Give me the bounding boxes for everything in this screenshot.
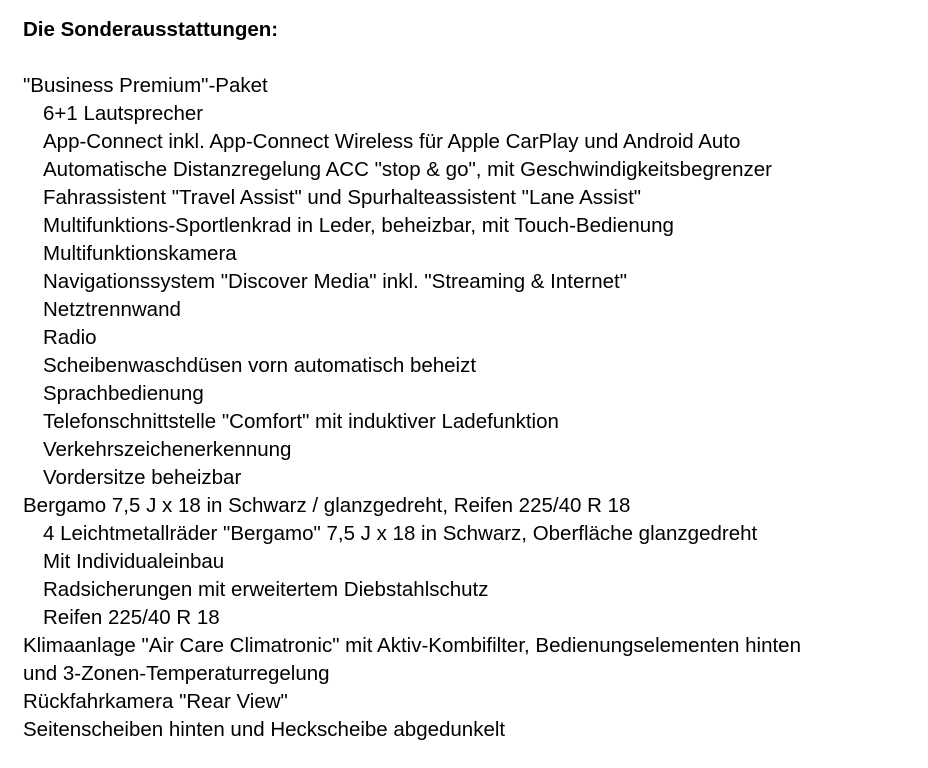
- page-title: Die Sonderausstattungen:: [23, 18, 279, 41]
- equipment-subitem: Reifen 225/40 R 18: [43, 606, 220, 629]
- equipment-subitem: Multifunktionskamera: [43, 242, 237, 265]
- equipment-list: [23, 72, 928, 744]
- equipment-subitem: 6+1 Lautsprecher: [43, 102, 204, 125]
- equipment-subitem: Telefonschnittstelle "Comfort" mit induktiver Ladefunktion: [43, 410, 559, 433]
- equipment-subitem: Mit Individualeinbau: [43, 550, 225, 573]
- equipment-subitem: Scheibenwaschdüsen vorn automatisch beheizt: [43, 354, 477, 377]
- equipment-subitem: Radsicherungen mit erweitertem Diebstahlschutz: [43, 578, 489, 601]
- equipment-item: Seitenscheiben hinten und Heckscheibe abgedunkelt: [23, 718, 506, 741]
- equipment-subitem: Sprachbedienung: [43, 382, 204, 405]
- equipment-subitem: Vordersitze beheizbar: [43, 466, 242, 489]
- equipment-subitem: Multifunktions-Sportlenkrad in Leder, beheizbar, mit Touch-Bedienung: [43, 214, 674, 237]
- equipment-subitem: Automatische Distanzregelung ACC "stop & go", mit Geschwindigkeitsbegrenzer: [43, 158, 772, 181]
- equipment-subitem: Radio: [43, 326, 97, 349]
- equipment-subitem: Netztrennwand: [43, 298, 181, 321]
- equipment-subitem: Verkehrszeichenerkennung: [43, 438, 292, 461]
- equipment-item: "Business Premium"-Paket: [23, 74, 268, 97]
- equipment-subitem: Navigationssystem "Discover Media" inkl. "Streaming & Internet": [43, 270, 627, 293]
- equipment-subitem: App-Connect inkl. App-Connect Wireless für Apple CarPlay und Android Auto: [43, 130, 741, 153]
- equipment-item: Klimaanlage "Air Care Climatronic" mit Aktiv-Kombifilter, Bedienungselementen hinten: [23, 634, 801, 657]
- equipment-item: Rückfahrkamera "Rear View": [23, 690, 288, 713]
- equipment-subitem: 4 Leichtmetallräder "Bergamo" 7,5 J x 18 in Schwarz, Oberfläche glanzgedreht: [43, 522, 758, 545]
- equipment-item: Bergamo 7,5 J x 18 in Schwarz / glanzgedreht, Reifen 225/40 R 18: [23, 494, 631, 517]
- equipment-item: und 3-Zonen-Temperaturregelung: [23, 662, 330, 685]
- equipment-subitem: Fahrassistent "Travel Assist" und Spurhalteassistent "Lane Assist": [43, 186, 642, 209]
